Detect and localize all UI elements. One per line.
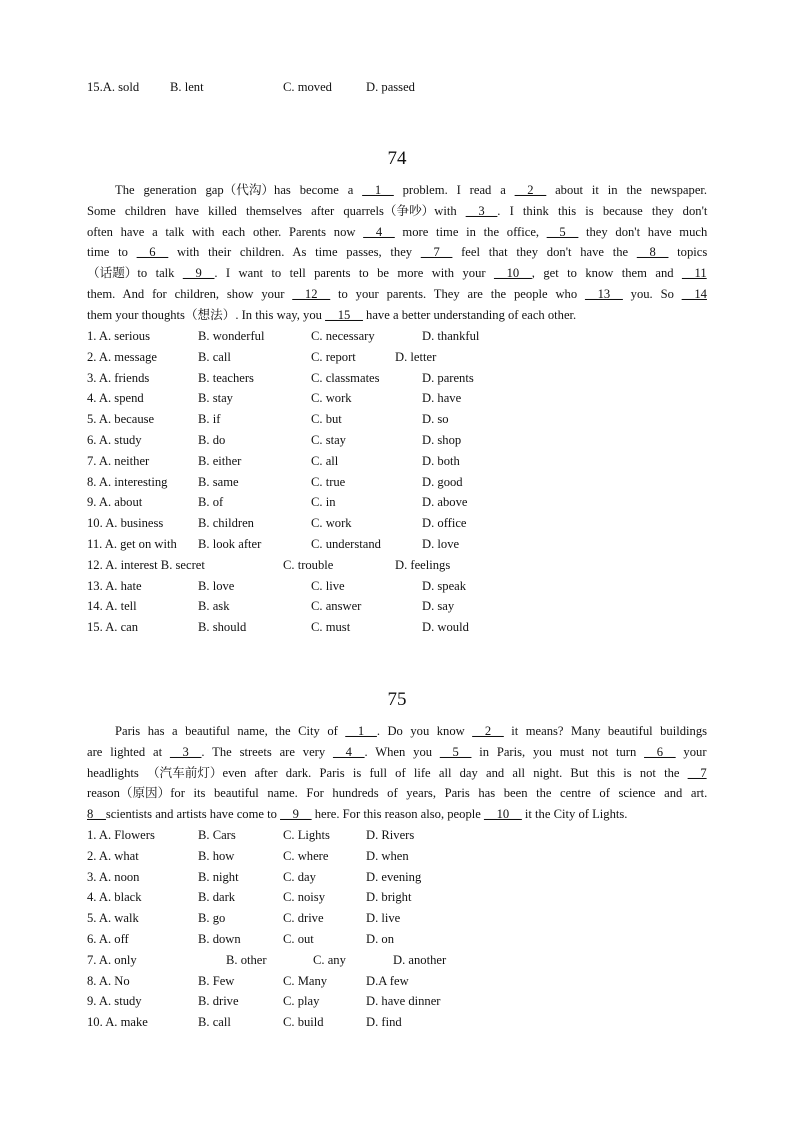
- passage-text: headlights （汽车前灯）even after dark. Paris is full of life all day and all night. But this is not the: [87, 765, 688, 780]
- passage-text: . Do you know: [376, 724, 473, 738]
- option-b[interactable]: B. go: [198, 911, 226, 926]
- option-d[interactable]: D. so: [422, 412, 449, 427]
- option-a[interactable]: 1. A. serious: [87, 329, 150, 343]
- passage-text: here. For this reason also, people: [311, 807, 484, 822]
- option-b[interactable]: B. wonderful: [198, 329, 265, 343]
- passage-line: [87, 783, 707, 803]
- option-d[interactable]: D. shop: [422, 433, 462, 447]
- option-b[interactable]: B. down: [198, 932, 241, 946]
- option-b[interactable]: B. teachers: [198, 370, 254, 385]
- passage-text: feel that they don't have the: [452, 245, 637, 260]
- option-a[interactable]: 4. A. spend: [87, 391, 144, 406]
- passage-text: have a better understanding of each other.: [362, 307, 577, 322]
- option-d[interactable]: D. good: [422, 474, 463, 489]
- option-c[interactable]: C. drive: [283, 911, 324, 926]
- option-a[interactable]: 13. A. hate: [87, 578, 142, 593]
- option-c[interactable]: C. must: [311, 620, 351, 635]
- passage-line: [87, 284, 707, 304]
- option-c[interactable]: C. any: [313, 952, 346, 967]
- passage-text: with their children. As time passes, they: [168, 245, 421, 260]
- option-d[interactable]: D. live: [366, 911, 401, 926]
- option-d[interactable]: D. have: [422, 391, 462, 406]
- option-a: 15.A. sold: [87, 80, 140, 94]
- option-a[interactable]: 6. A. study: [87, 433, 142, 447]
- passage-line: [87, 305, 707, 325]
- option-c[interactable]: C. work: [311, 516, 352, 531]
- option-b[interactable]: B. if: [198, 412, 221, 427]
- option-b[interactable]: B. stay: [198, 391, 233, 406]
- option-d[interactable]: D. when: [366, 848, 409, 863]
- option-c[interactable]: C. live: [311, 578, 345, 593]
- passage-line: [87, 222, 707, 242]
- option-d[interactable]: D. love: [422, 537, 460, 551]
- option-b[interactable]: B. call: [198, 1015, 231, 1030]
- option-b[interactable]: B. of: [198, 495, 224, 510]
- answer-blank[interactable]: 8__: [87, 807, 106, 822]
- option-a[interactable]: 12. A. interest B. secret: [87, 557, 205, 572]
- answer-blank[interactable]: __10__: [483, 807, 522, 822]
- option-d[interactable]: D. both: [422, 453, 460, 468]
- option-d[interactable]: D. feelings: [395, 557, 451, 572]
- option-b[interactable]: B. Cars: [198, 828, 236, 842]
- option-d[interactable]: D. would: [422, 620, 469, 635]
- answer-blank[interactable]: __3__: [169, 744, 202, 759]
- option-d[interactable]: D. speak: [422, 578, 467, 593]
- option-a[interactable]: 9. A. study: [87, 994, 142, 1009]
- answer-blank[interactable]: __3__: [465, 203, 498, 218]
- answer-blank[interactable]: __7: [687, 765, 707, 780]
- passage-text: often have a talk with each other. Parents now: [87, 224, 364, 239]
- option-b[interactable]: B. same: [198, 474, 239, 489]
- passage-text: The generation gap（代沟）has become a: [115, 183, 363, 197]
- option-c[interactable]: C. where: [283, 848, 329, 863]
- passage-text: it means? Many beautiful buildings: [503, 724, 708, 738]
- option-b: B. lent: [170, 80, 204, 94]
- option-a[interactable]: 8. A. No: [87, 973, 130, 988]
- answer-blank[interactable]: __1__: [345, 724, 377, 738]
- option-a[interactable]: 10. A. make: [87, 1015, 148, 1030]
- option-a[interactable]: 7. A. only: [87, 952, 137, 967]
- passage-text: scientists and artists have come to: [105, 807, 281, 822]
- section-number-74: 74: [387, 148, 407, 169]
- passage-text: . When you: [364, 744, 440, 759]
- answer-blank[interactable]: __4__: [363, 224, 395, 239]
- answer-blank[interactable]: __6__: [644, 744, 676, 759]
- option-b[interactable]: B. do: [198, 433, 226, 447]
- option-c[interactable]: C. Many: [283, 973, 328, 988]
- option-b[interactable]: B. ask: [198, 599, 230, 614]
- option-a[interactable]: 11. A. get on with: [87, 537, 177, 551]
- passage-text: more time in the office,: [394, 224, 547, 239]
- passage-text: in Paris, you must not turn: [471, 744, 645, 759]
- answer-blank[interactable]: __8__: [636, 245, 669, 260]
- option-c[interactable]: C. trouble: [283, 557, 334, 572]
- option-c[interactable]: C. in: [311, 495, 336, 510]
- answer-blank[interactable]: __2__: [514, 183, 547, 197]
- passage-text: Some children have killed themselves after quarrels（争吵）with: [87, 203, 466, 218]
- answer-blank[interactable]: __5__: [546, 224, 579, 239]
- option-a[interactable]: 9. A. about: [87, 495, 143, 510]
- option-c[interactable]: C. but: [311, 412, 342, 427]
- option-a[interactable]: 7. A. neither: [87, 453, 150, 468]
- option-a[interactable]: 5. A. walk: [87, 911, 139, 926]
- option-a[interactable]: 5. A. because: [87, 412, 155, 427]
- option-b[interactable]: B. children: [198, 516, 254, 531]
- passage-line: [87, 180, 707, 200]
- passage-text: them. And for children, show your: [87, 287, 293, 301]
- passage-line: [87, 242, 707, 262]
- passage-line: [87, 763, 707, 783]
- answer-blank[interactable]: __5__: [439, 744, 472, 759]
- option-b[interactable]: B. other: [226, 952, 267, 967]
- option-a[interactable]: 3. A. noon: [87, 869, 140, 884]
- passage-text: （话题）to talk: [87, 266, 183, 281]
- option-b[interactable]: B. call: [198, 349, 231, 364]
- option-c[interactable]: C. classmates: [311, 370, 380, 385]
- option-b[interactable]: B. drive: [198, 994, 239, 1009]
- passage-line: [87, 742, 707, 762]
- passage-text: about it in the newspaper.: [546, 183, 708, 197]
- option-b[interactable]: B. dark: [198, 890, 236, 905]
- passage-text: you. So: [622, 287, 682, 301]
- section-number-75: 75: [387, 689, 407, 710]
- option-c[interactable]: C. Lights: [283, 828, 330, 842]
- option-a[interactable]: 8. A. interesting: [87, 474, 168, 489]
- option-b[interactable]: B. either: [198, 453, 242, 468]
- answer-blank[interactable]: __7__: [420, 245, 453, 260]
- passage-line: [87, 721, 707, 741]
- passage-text: problem. I read a: [393, 183, 515, 197]
- option-c[interactable]: C. day: [283, 869, 316, 884]
- passage-line: [87, 201, 707, 221]
- option-a[interactable]: 10. A. business: [87, 516, 164, 531]
- option-d[interactable]: D. say: [422, 599, 455, 614]
- passage-text: , get to know them and: [531, 266, 682, 281]
- answer-blank[interactable]: __4__: [333, 744, 365, 759]
- passage-text: reason（原因）for its beautiful name. For hundreds of years, Paris has been the centre of science and art.: [87, 786, 708, 801]
- passage-text: topics: [668, 245, 708, 260]
- answer-blank[interactable]: __9__: [280, 807, 312, 822]
- option-a[interactable]: 4. A. black: [87, 890, 142, 905]
- passage-text: are lighted at: [87, 744, 170, 759]
- answer-blank[interactable]: __14: [681, 287, 707, 301]
- passage-text: Paris has a beautiful name, the City of: [115, 724, 346, 738]
- answer-blank[interactable]: __12__: [292, 287, 331, 301]
- option-d[interactable]: D. above: [422, 495, 468, 510]
- passage-line: [87, 263, 707, 283]
- option-c[interactable]: C. stay: [311, 433, 346, 447]
- passage-text: them your thoughts（想法）. In this way, you: [87, 307, 326, 322]
- option-d[interactable]: D. Rivers: [366, 828, 415, 842]
- option-a[interactable]: 2. A. message: [87, 349, 157, 364]
- option-a[interactable]: 2. A. what: [87, 848, 139, 863]
- option-a[interactable]: 15. A. can: [87, 620, 139, 635]
- option-a[interactable]: 6. A. off: [87, 932, 129, 946]
- passage-text: they don't have much: [578, 224, 708, 239]
- option-d[interactable]: D. have dinner: [366, 994, 441, 1009]
- option-d[interactable]: D. bright: [366, 890, 412, 905]
- answer-blank[interactable]: __13__: [585, 287, 623, 301]
- option-b[interactable]: B. should: [198, 620, 247, 635]
- option-d[interactable]: D. office: [422, 516, 467, 531]
- option-c: C. moved: [283, 80, 332, 94]
- option-d[interactable]: D. thankful: [422, 329, 480, 343]
- option-b[interactable]: B. night: [198, 869, 239, 884]
- answer-blank[interactable]: __2__: [472, 724, 504, 738]
- answer-blank[interactable]: __15__: [325, 307, 363, 322]
- answer-blank[interactable]: __11: [681, 266, 707, 281]
- option-d[interactable]: D. find: [366, 1015, 402, 1030]
- passage-line: [87, 804, 707, 824]
- option-c[interactable]: C. work: [311, 391, 352, 406]
- option-a[interactable]: 3. A. friends: [87, 370, 150, 385]
- answer-blank[interactable]: __10__: [494, 266, 532, 281]
- option-c[interactable]: C. answer: [311, 599, 362, 614]
- option-c[interactable]: C. necessary: [311, 329, 375, 343]
- option-b[interactable]: B. Few: [198, 973, 235, 988]
- option-d[interactable]: D. another: [393, 952, 447, 967]
- option-c[interactable]: C. build: [283, 1015, 324, 1030]
- passage-text: . I want to tell parents to be more with your: [214, 266, 495, 281]
- option-d[interactable]: D. evening: [366, 869, 422, 884]
- option-c[interactable]: C. understand: [311, 537, 381, 551]
- option-b[interactable]: B. how: [198, 848, 235, 863]
- option-c[interactable]: C. out: [283, 932, 314, 946]
- answer-blank[interactable]: __1__: [362, 183, 394, 197]
- option-b[interactable]: B. look after: [198, 537, 262, 551]
- option-a[interactable]: 14. A. tell: [87, 599, 137, 614]
- option-c[interactable]: C. play: [283, 994, 320, 1009]
- passage-text: . The streets are very: [201, 744, 334, 759]
- option-c[interactable]: C. noisy: [283, 890, 325, 905]
- option-c[interactable]: C. true: [311, 474, 346, 489]
- option-d[interactable]: D.A few: [366, 973, 409, 988]
- option-a[interactable]: 1. A. Flowers: [87, 828, 155, 842]
- passage-text: your: [675, 744, 707, 759]
- passage-text: time to: [87, 245, 137, 260]
- passage-text: to your parents. They are the people who: [330, 287, 586, 301]
- answer-blank[interactable]: __9__: [182, 266, 215, 281]
- option-d[interactable]: D. letter: [395, 349, 437, 364]
- option-b[interactable]: B. love: [198, 578, 235, 593]
- option-c[interactable]: C. report: [311, 349, 356, 364]
- passage-text: it the City of Lights.: [521, 807, 628, 822]
- answer-blank[interactable]: __6__: [136, 245, 169, 260]
- option-d[interactable]: D. parents: [422, 370, 474, 385]
- option-c[interactable]: C. all: [311, 453, 339, 468]
- option-d: D. passed: [366, 80, 415, 94]
- option-d[interactable]: D. on: [366, 932, 394, 946]
- passage-text: . I think this is because they don't: [497, 203, 708, 218]
